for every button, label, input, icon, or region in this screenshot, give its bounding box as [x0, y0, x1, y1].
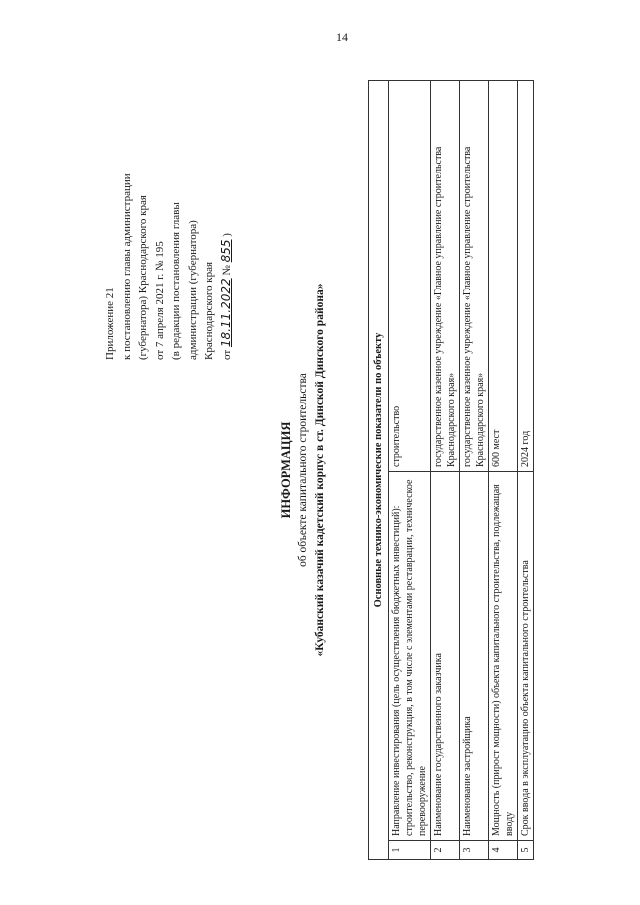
appendix-line: к постановлению главы администрации [120, 173, 133, 360]
appendix-line: от 7 апреля 2021 г. № 195 [153, 241, 166, 360]
row-label: Наименование застройщика [460, 472, 489, 841]
appendix-block [102, 173, 235, 360]
row-value: строительство [389, 81, 431, 472]
appendix-line: администрации (губернатора) [186, 220, 199, 360]
date-prefix: от [220, 349, 233, 360]
row-value: 600 мест [489, 81, 518, 472]
row-value: государственное казенное учреждение «Главное управление строительства Краснодарского края» [431, 81, 460, 472]
appendix-line: Краснодарского края [203, 261, 215, 360]
row-number: 4 [489, 841, 518, 860]
table-row [389, 81, 431, 860]
handwritten-date: 18.11.2022 [218, 278, 233, 348]
document-heading [278, 60, 329, 880]
table-row [460, 81, 489, 860]
closing-paren: ) [220, 233, 233, 237]
row-value: государственное казенное учреждение «Главное управление строительства Краснодарского края» [460, 81, 489, 472]
appendix-date-line [218, 173, 236, 360]
indicators-table [368, 80, 534, 860]
row-number: 2 [431, 841, 460, 860]
row-label: Направление инвестирования (цель осуществления бюджетных инвестиций): строительство, реконструкция, в том числе с элементами реставрации, техническое перевооружение [389, 472, 431, 841]
appendix-line: (в редакции постановления главы [170, 202, 182, 360]
appendix-line: (губернатора) Краснодарского края [137, 195, 149, 360]
table-header-row [369, 81, 389, 860]
appendix-line: Приложение 21 [104, 287, 116, 360]
row-number: 1 [389, 841, 431, 860]
table-row [431, 81, 460, 860]
row-value: 2024 год [518, 81, 534, 472]
row-number: 3 [460, 841, 489, 860]
table-row [518, 81, 534, 860]
number-prefix: № [220, 265, 233, 276]
table-header: Основные технико-экономические показатели по объекту [369, 81, 389, 860]
document-title: ИНФОРМАЦИЯ [279, 421, 293, 519]
row-label: Наименование государственного заказчика [431, 472, 460, 841]
row-label: Мощность (прирост мощности) объекта капитального строительства, подлежащая вводу [489, 472, 518, 841]
row-label: Срок ввода в эксплуатацию объекта капитального строительства [518, 472, 534, 841]
document-subtitle: об объекте капитального строительства [297, 373, 309, 567]
object-name: «Кубанский казачий кадетский корпус в ст. Динской Динского района» [314, 283, 326, 657]
page-number: 14 [336, 30, 348, 44]
table-row [489, 81, 518, 860]
row-number: 5 [518, 841, 534, 860]
rotated-document-content [58, 60, 598, 880]
handwritten-number: 855 [218, 239, 233, 263]
